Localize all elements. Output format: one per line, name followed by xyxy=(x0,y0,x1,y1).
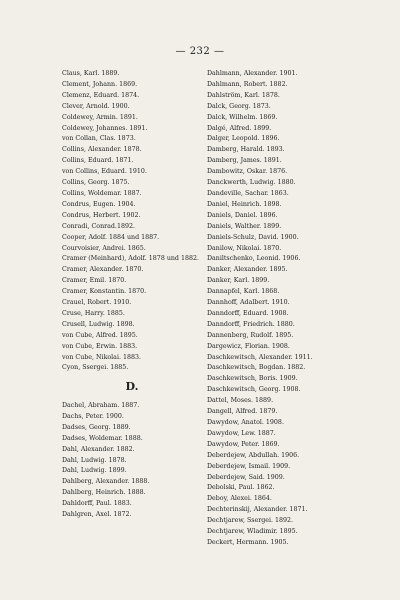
list-item: Deboy, Alexei. 1864. xyxy=(207,495,272,503)
list-item: von Cube, Erwin. 1883. xyxy=(62,342,138,350)
page-number: — 232 — xyxy=(175,46,225,57)
left-column-c xyxy=(62,69,202,374)
list-item: Collins, Alexander. 1878. xyxy=(62,146,142,154)
left-column-d xyxy=(62,401,202,521)
list-item: Crusell, Ludwig. 1898. xyxy=(62,320,135,328)
list-item: Damberg, Harald. 1893. xyxy=(207,146,285,154)
list-item: Clever, Arnold. 1900. xyxy=(62,102,130,110)
list-item: Deberdejew, Said. 1909. xyxy=(207,473,285,481)
list-item: Daschkewitsch, Boris. 1909. xyxy=(207,375,298,383)
list-item: Daniel, Heinrich. 1898. xyxy=(207,200,282,208)
list-item: Cramer, Alexander. 1870. xyxy=(62,266,144,274)
list-item: Cyon, Ssergei. 1885. xyxy=(62,364,129,372)
list-item: Cramer (Meinhard), Adolf. 1878 und 1882. xyxy=(62,255,199,263)
list-item: Crauel, Robert. 1910. xyxy=(62,299,132,307)
list-item: Dangell, Alfred. 1879. xyxy=(207,408,278,416)
list-item: Danilow, Nikolai. 1870. xyxy=(207,244,282,252)
list-item: Deckert, Hermann. 1905. xyxy=(207,538,289,546)
list-item: Collins, Eduard. 1871. xyxy=(62,157,134,165)
list-item: Coldewey, Armin. 1891. xyxy=(62,113,138,121)
list-item: Dachs, Peter. 1900. xyxy=(62,412,124,420)
section-heading-d: D. xyxy=(125,380,139,393)
list-item: Dahldorff, Paul. 1883. xyxy=(62,500,132,508)
list-item: Dadses, Georg. 1889. xyxy=(62,423,131,431)
list-item: Conradi, Conrad.1892. xyxy=(62,222,135,230)
list-item: Danndorff, Eduard. 1908. xyxy=(207,309,289,317)
list-item: von Cube, Alfred. 1895. xyxy=(62,331,138,339)
list-item: Danker, Alexander. 1895. xyxy=(207,266,288,274)
list-item: Daniltschenko, Leonid. 1906. xyxy=(207,255,301,263)
list-item: Dahlberg, Heinrich. 1888. xyxy=(62,489,146,497)
list-item: Debolski, Paul. 1862. xyxy=(207,484,275,492)
list-item: Danckwerth, Ludwig. 1880. xyxy=(207,179,296,187)
list-item: Daniels, Walther. 1899. xyxy=(207,222,282,230)
list-item: Collins, Georg. 1875. xyxy=(62,179,130,187)
list-item: Dattel, Moses. 1889. xyxy=(207,397,274,405)
list-item: Danndorff, Friedrich. 1880. xyxy=(207,320,295,328)
list-item: Daniels, Daniel. 1896. xyxy=(207,211,278,219)
list-item: Dahlmann, Robert. 1882. xyxy=(207,80,288,88)
list-item: Dawydow, Anatol. 1908. xyxy=(207,419,284,426)
list-item: von Collan, Clas. 1873. xyxy=(62,135,136,143)
list-item: Daniels-Schulz, David. 1900. xyxy=(207,233,299,241)
list-item: Dawydow, Lew. 1887. xyxy=(207,429,276,437)
list-item: Cruse, Harry. 1885. xyxy=(62,309,125,317)
list-item: Courvoisier, Andrei. 1865. xyxy=(62,244,146,252)
list-item: Dahlgren, Axel. 1872. xyxy=(62,511,132,519)
list-item: Dachel, Abraham. 1887. xyxy=(62,402,140,409)
list-item: Dechtjarew, Ssergei. 1892. xyxy=(207,517,294,525)
list-item: Condrus, Eugen. 1904. xyxy=(62,200,136,208)
list-item: Cooper, Adolf. 1884 und 1887. xyxy=(62,233,160,241)
list-item: Danker, Karl. 1899. xyxy=(207,277,270,285)
list-item: Daschkewitsch, Bogdan. 1882. xyxy=(207,364,306,372)
list-item: Claus, Karl. 1889. xyxy=(62,70,120,77)
list-item: Clemenz, Eduard. 1874. xyxy=(62,91,140,99)
list-item: Dalgé, Alfred. 1899. xyxy=(207,124,272,132)
list-item: Coldewey, Johannes. 1891. xyxy=(62,124,148,132)
list-item: von Cube, Nikolai. 1883. xyxy=(62,353,141,361)
list-item: Deberdejew, Ismail. 1909. xyxy=(207,462,291,470)
list-item: Dandeville, Sachar. 1863. xyxy=(207,189,289,197)
list-item: Dannhoff, Adalbert. 1910. xyxy=(207,299,290,307)
list-item: Condrus, Herbert. 1902. xyxy=(62,211,141,219)
list-item: Dechterinskij, Alexander. 1871. xyxy=(207,506,308,514)
list-item: Deberdejew, Abdullah. 1906. xyxy=(207,451,300,459)
list-item: Daschkewitsch, Alexander. 1911. xyxy=(207,353,313,361)
list-item: Dahlström, Karl. 1878. xyxy=(207,91,280,99)
list-item: Dahl, Ludwig. 1899. xyxy=(62,467,127,475)
list-item: von Collins, Eduard. 1910. xyxy=(62,168,147,176)
list-item: Dalck, Georg. 1873. xyxy=(207,102,271,110)
list-item: Dannapfel, Karl. 1868. xyxy=(207,288,280,296)
list-item: Dawydow, Peter. 1869. xyxy=(207,440,280,448)
list-item: Dadses, Woldemar. 1888. xyxy=(62,434,143,442)
list-item: Dahl, Ludwig. 1878. xyxy=(62,456,127,464)
list-item: Dechtjarew, Wladimir. 1895. xyxy=(207,528,298,536)
list-item: Dahl, Alexander. 1882. xyxy=(62,445,135,453)
list-item: Dalger, Leopold. 1896. xyxy=(207,135,280,143)
list-item: Dargewicz, Florian. 1908. xyxy=(207,342,290,350)
list-item: Damberg, James. 1891. xyxy=(207,157,282,165)
list-item: Dalck, Wilhelm. 1869. xyxy=(207,113,278,121)
list-item: Clement, Johann. 1869. xyxy=(62,80,138,88)
list-item: Dahlberg, Alexander. 1888. xyxy=(62,478,150,486)
list-item: Cramer, Emil. 1870. xyxy=(62,277,127,285)
list-item: Dahlmann, Alexander. 1901. xyxy=(207,70,298,77)
list-item: Dambowitz, Oskar. 1876. xyxy=(207,168,288,176)
right-column xyxy=(207,69,357,549)
list-item: Dannenberg, Rudolf. 1895. xyxy=(207,331,294,339)
list-item: Daschkewitsch, Georg. 1908. xyxy=(207,386,301,394)
list-item: Collins, Woldemar. 1887. xyxy=(62,189,142,197)
list-item: Cramer, Konstantin. 1870. xyxy=(62,288,147,296)
